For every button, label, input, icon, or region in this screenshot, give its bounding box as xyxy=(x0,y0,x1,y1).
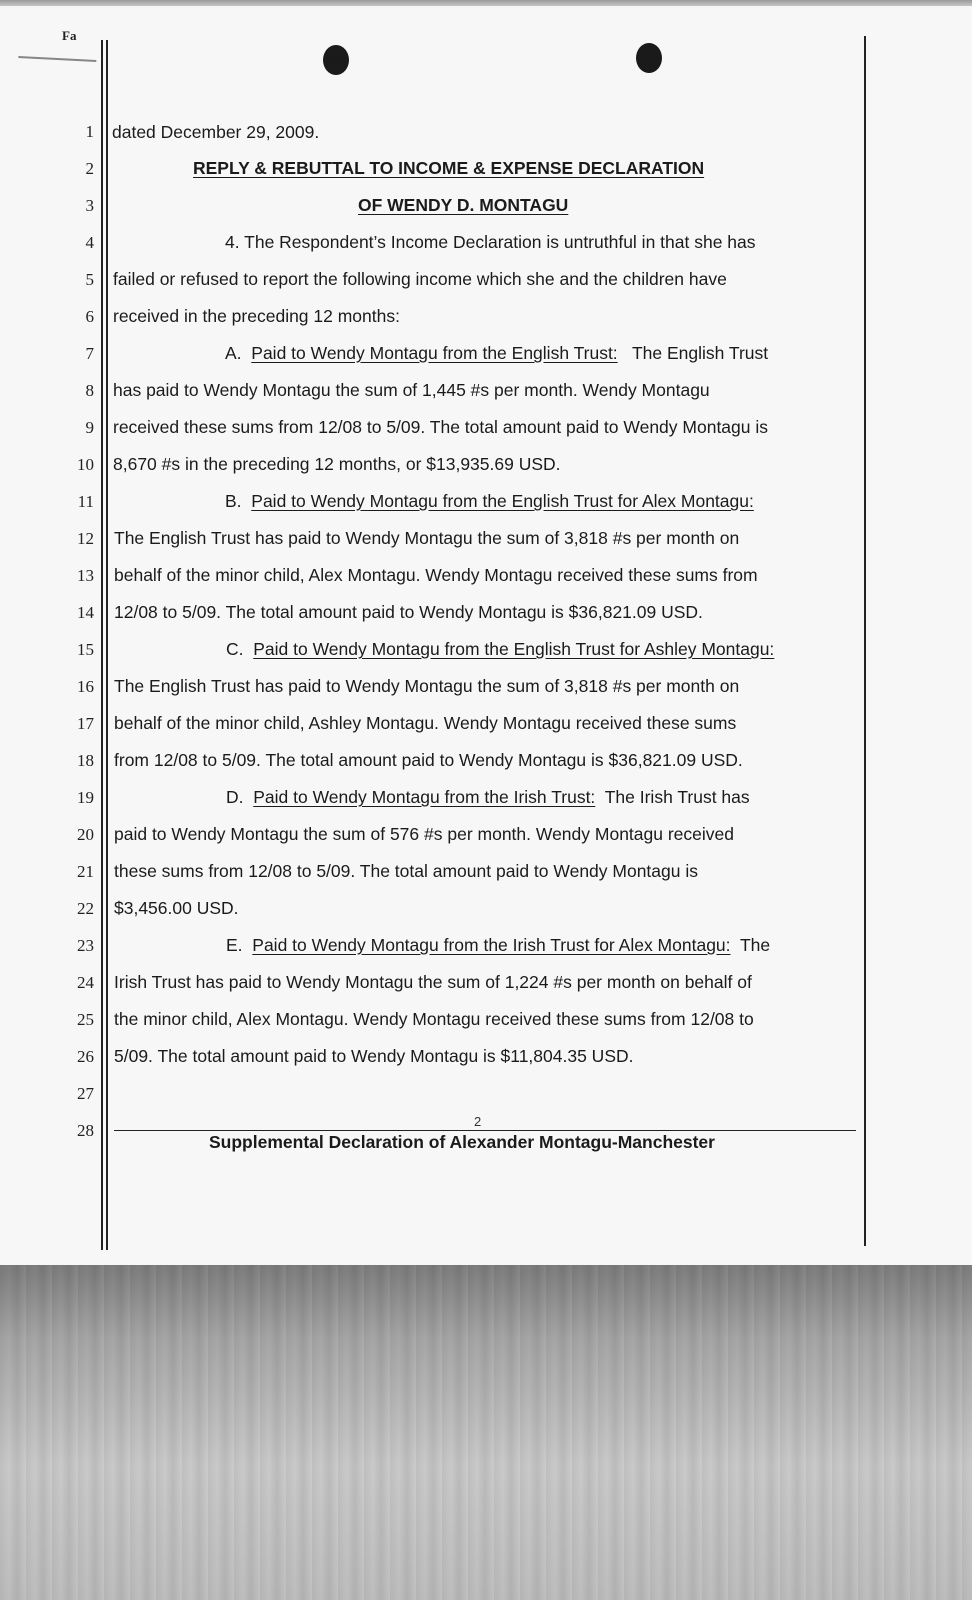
line-number: 13 xyxy=(77,566,94,585)
line-number: 23 xyxy=(77,936,94,955)
item-c-heading: Paid to Wendy Montagu from the English Trust for Ashley Montagu: xyxy=(253,639,775,659)
scanner-background xyxy=(0,1265,972,1600)
body-line-8: has paid to Wendy Montagu the sum of 1,445 #s per month. Wendy Montagu xyxy=(113,380,710,400)
body-line-9: received these sums from 12/08 to 5/09. The total amount paid to Wendy Montagu is xyxy=(113,417,769,437)
body-line-6: received in the preceding 12 months: xyxy=(113,306,400,326)
item-e-heading-line xyxy=(226,935,770,955)
line-number: 16 xyxy=(77,677,94,696)
body-line-17: behalf of the minor child, Ashley Montagu. Wendy Montagu received these sums xyxy=(114,713,737,733)
line-number: 24 xyxy=(77,973,94,992)
item-b-heading-line xyxy=(225,491,754,511)
item-a-tail: The English Trust xyxy=(631,343,769,363)
punch-hole-left xyxy=(323,45,349,75)
line-number: 6 xyxy=(85,307,94,326)
staple-mark xyxy=(18,56,97,76)
margin-rule-right xyxy=(864,36,866,1246)
body-line-25: the minor child, Alex Montagu. Wendy Montagu received these sums from 12/08 to xyxy=(114,1009,754,1029)
line-number: 15 xyxy=(77,640,94,659)
body-line-18: from 12/08 to 5/09. The total amount paid to Wendy Montagu is $36,821.09 USD. xyxy=(114,750,743,770)
body-line-26: 5/09. The total amount paid to Wendy Montagu is $11,804.35 USD. xyxy=(114,1046,634,1066)
body-line-14: 12/08 to 5/09. The total amount paid to Wendy Montagu is $36,821.09 USD. xyxy=(114,602,703,622)
line-number: 10 xyxy=(77,455,94,474)
line-number: 26 xyxy=(77,1047,94,1066)
body-line-16: The English Trust has paid to Wendy Montagu the sum of 3,818 #s per month on xyxy=(114,676,740,696)
item-d-tail: The Irish Trust has xyxy=(604,787,750,807)
line-number: 5 xyxy=(85,270,94,289)
margin-rule-left-outer xyxy=(101,40,103,1250)
item-a-marker: A. xyxy=(225,343,242,363)
body-line-21: these sums from 12/08 to 5/09. The total amount paid to Wendy Montagu is xyxy=(114,861,698,881)
page-number: 2 xyxy=(474,1114,482,1129)
section-heading: REPLY & REBUTTAL TO INCOME & EXPENSE DECLARATION xyxy=(193,158,705,178)
item-e-marker: E. xyxy=(226,935,243,955)
line-number: 4 xyxy=(85,233,94,252)
line-number: 8 xyxy=(85,381,94,400)
line-number: 14 xyxy=(77,603,94,622)
line-number: 9 xyxy=(85,418,94,437)
item-c-marker: C. xyxy=(226,639,244,659)
item-e-tail: The xyxy=(739,935,771,955)
item-d-heading-line xyxy=(226,787,750,807)
line-number: 2 xyxy=(85,159,94,178)
item-a-heading-line xyxy=(225,343,768,363)
body-line-4: 4. The Respondent’s Income Declaration is untruthful in that she has xyxy=(225,232,756,252)
item-d-marker: D. xyxy=(226,787,244,807)
item-d-heading: Paid to Wendy Montagu from the Irish Trust: xyxy=(253,787,596,807)
body-line-5: failed or refused to report the following income which she and the children have xyxy=(113,269,727,289)
line-number: 17 xyxy=(77,714,94,733)
body-line-1: dated December 29, 2009. xyxy=(112,122,320,142)
body-line-13: behalf of the minor child, Alex Montagu. Wendy Montagu received these sums from xyxy=(114,565,758,585)
body-line-20: paid to Wendy Montagu the sum of 576 #s per month. Wendy Montagu received xyxy=(114,824,734,844)
line-number: 27 xyxy=(77,1084,94,1103)
line-number: 19 xyxy=(77,788,94,807)
line-number: 21 xyxy=(77,862,94,881)
item-a-heading: Paid to Wendy Montagu from the English Trust: xyxy=(251,343,618,363)
line-number: 25 xyxy=(77,1010,94,1029)
footer-divider xyxy=(114,1130,856,1131)
body-line-10: 8,670 #s in the preceding 12 months, or $13,935.69 USD. xyxy=(113,454,561,474)
line-number: 28 xyxy=(77,1121,94,1140)
section-subheading: OF WENDY D. MONTAGU xyxy=(358,195,569,215)
line-number: 3 xyxy=(85,196,94,215)
line-number: 18 xyxy=(77,751,94,770)
line-number: 7 xyxy=(85,344,94,363)
body-line-24: Irish Trust has paid to Wendy Montagu the sum of 1,224 #s per month on behalf of xyxy=(114,972,752,992)
document-page xyxy=(0,6,972,1265)
item-b-marker: B. xyxy=(225,491,242,511)
line-number: 1 xyxy=(85,122,94,141)
punch-hole-right xyxy=(636,43,662,73)
body-line-12: The English Trust has paid to Wendy Montagu the sum of 3,818 #s per month on xyxy=(114,528,740,548)
line-number: 20 xyxy=(77,825,94,844)
corner-mark: Fa xyxy=(62,28,77,43)
line-number: 11 xyxy=(77,492,94,511)
line-number: 12 xyxy=(77,529,94,548)
item-c-heading-line xyxy=(226,639,774,659)
line-number: 22 xyxy=(77,899,94,918)
margin-rule-left-inner xyxy=(106,40,108,1250)
body-line-22: $3,456.00 USD. xyxy=(114,898,239,918)
item-b-heading: Paid to Wendy Montagu from the English Trust for Alex Montagu: xyxy=(251,491,754,511)
item-e-heading: Paid to Wendy Montagu from the Irish Trust for Alex Montagu: xyxy=(252,935,731,955)
footer-title: Supplemental Declaration of Alexander Montagu-Manchester xyxy=(209,1132,715,1152)
